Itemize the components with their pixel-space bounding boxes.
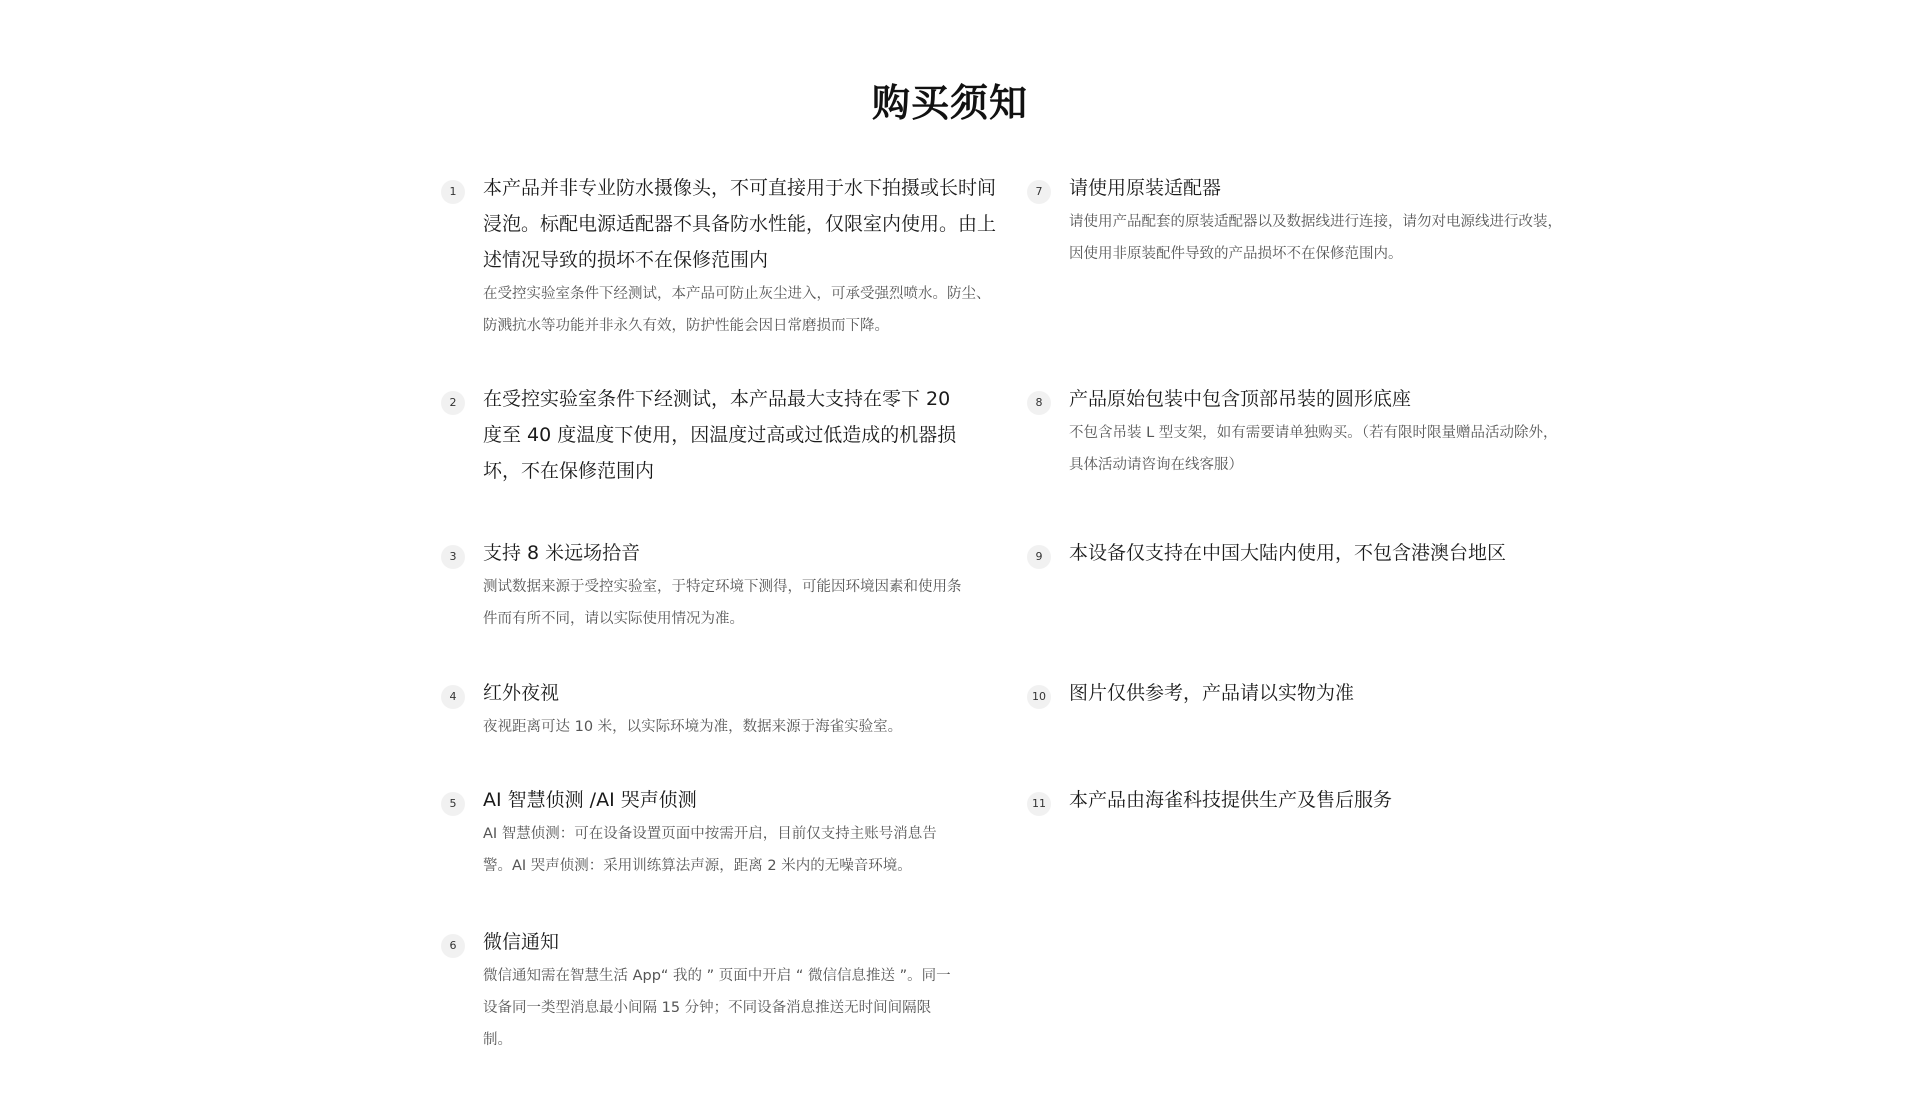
item-title: 本产品并非专业防水摄像头，不可直接用于水下拍摄或长时间浸泡。标配电源适配器不具备防水性能，仅限室内使用。由上述情况导致的损坏不在保修范围内 bbox=[483, 177, 997, 271]
item-number-badge: 6 bbox=[441, 934, 465, 958]
item-title: 在受控实验室条件下经测试，本产品最大支持在零下 20 度至 40 度温度下使用，因温度过高或过低造成的机器损坏，不在保修范围内 bbox=[483, 388, 957, 482]
item-title: 请使用原装适配器 bbox=[1069, 177, 1222, 199]
item-title: 图片仅供参考，产品请以实物为准 bbox=[1069, 682, 1355, 704]
item-title: 本设备仅支持在中国大陆内使用，不包含港澳台地区 bbox=[1069, 542, 1507, 564]
item-description: 微信通知需在智慧生活 App“ 我的 ” 页面中开启 “ 微信信息推送 ”。同一设备同一类型消息最小间隔 15 分钟；不同设备消息推送无时间间隔限制。 bbox=[483, 968, 951, 1048]
item-description: 不包含吊装 L 型支架，如有需要请单独购买。（若有限时限量赠品活动除外，具体活动请咨询在线客服） bbox=[1069, 425, 1558, 473]
item-number-badge: 5 bbox=[441, 792, 465, 816]
item-number-badge: 7 bbox=[1027, 180, 1051, 204]
item-title: AI 智慧侦测 /AI 哭声侦测 bbox=[483, 789, 697, 811]
item-title: 支持 8 米远场拾音 bbox=[483, 542, 641, 564]
item-description: 在受控实验室条件下经测试，本产品可防止灰尘进入，可承受强烈喷水。防尘、防溅抗水等功能并非永久有效，防护性能会因日常磨损而下降。 bbox=[483, 286, 991, 334]
item-number-badge: 9 bbox=[1027, 545, 1051, 569]
item-number-badge: 10 bbox=[1027, 685, 1051, 709]
item-number-badge: 4 bbox=[441, 685, 465, 709]
item-description: 测试数据来源于受控实验室，于特定环境下测得，可能因环境因素和使用条件而有所不同，请以实际使用情况为准。 bbox=[483, 579, 962, 627]
item-number-badge: 8 bbox=[1027, 391, 1051, 415]
item-title: 红外夜视 bbox=[483, 682, 560, 704]
page-title: 购买须知 bbox=[871, 81, 1028, 125]
item-number-badge: 3 bbox=[441, 545, 465, 569]
item-number-badge: 11 bbox=[1027, 792, 1051, 816]
item-title: 产品原始包装中包含顶部吊装的圆形底座 bbox=[1069, 388, 1412, 410]
item-description: 请使用产品配套的原装适配器以及数据线进行连接，请勿对电源线进行改装，因使用非原装配件导致的产品损坏不在保修范围内。 bbox=[1069, 214, 1562, 262]
item-number-badge: 2 bbox=[441, 391, 465, 415]
item-description: 夜视距离可达 10 米，以实际环境为准，数据来源于海雀实验室。 bbox=[483, 719, 903, 735]
item-title: 本产品由海雀科技提供生产及售后服务 bbox=[1069, 789, 1393, 811]
item-description: AI 智慧侦测：可在设备设置页面中按需开启，目前仅支持主账号消息告警。AI 哭声侦测：采用训练算法声源，距离 2 米内的无噪音环境。 bbox=[483, 826, 937, 874]
item-title: 微信通知 bbox=[483, 931, 560, 953]
item-number-badge: 1 bbox=[441, 180, 465, 204]
